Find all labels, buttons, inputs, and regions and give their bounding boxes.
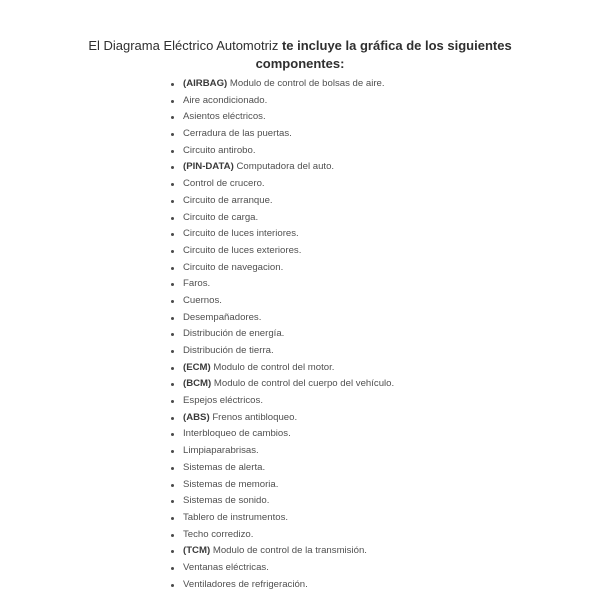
list-item [168,93,394,110]
heading-normal-text: El Diagrama Eléctrico Automotriz [88,38,282,53]
bullet-icon [171,417,174,420]
bullet-icon [171,217,174,220]
item-text: Cuernos. [183,294,222,306]
item-text: Distribución de energía. [183,328,285,340]
list-item [168,159,394,176]
item-abbreviation: (PIN-DATA) [183,161,234,173]
item-text: Limpiaparabrisas. [183,445,259,457]
list-item [168,226,394,243]
item-text: Frenos antibloqueo. [209,411,298,423]
item-abbreviation: (ECM) [183,361,211,373]
list-item [168,210,394,227]
list-item [168,393,394,410]
item-text: Ventanas eléctricas. [183,561,269,573]
list-item [168,310,394,327]
list-item [168,176,394,193]
item-abbreviation: (TCM) [183,545,211,557]
bullet-icon [171,150,174,153]
list-item [168,577,394,594]
item-text: Circuito de arranque. [183,194,273,206]
item-text: Sistemas de sonido. [183,495,270,507]
bullet-icon [171,484,174,487]
item-text: Cerradura de las puertas. [183,128,292,140]
item-text: Sistemas de memoria. [183,478,279,490]
bullet-icon [171,267,174,270]
item-text: Faros. [183,278,211,290]
bullet-icon [171,166,174,169]
bullet-icon [171,550,174,553]
item-text: Interbloqueo de cambios. [183,428,291,440]
bullet-icon [171,300,174,303]
item-text: Distribución de tierra. [183,345,274,356]
item-text: Circuito antirobo. [183,144,256,156]
list-item [168,326,394,343]
bullet-icon [171,467,174,470]
bullet-icon [171,383,174,386]
item-text: Circuito de luces interiores. [183,228,299,240]
list-item [168,510,394,527]
list-item [168,527,394,544]
item-text: Circuito de luces exteriores. [183,244,302,256]
list-item [168,426,394,443]
list-item [168,560,394,577]
bullet-icon [171,233,174,236]
list-item [168,493,394,510]
item-text: Techo corredizo. [183,528,254,540]
bullet-icon [171,350,174,353]
bullet-icon [171,400,174,403]
item-text: Modulo de control del cuerpo del vehículo. [211,378,395,390]
list-item [168,193,394,210]
heading-bold-text: te incluye la gráfica de los siguientes componentes: [255,38,512,71]
bullet-icon [171,333,174,336]
list-item [168,276,394,293]
item-abbreviation: (BCM) [183,378,212,390]
list-item [168,293,394,310]
item-text: Sistemas de alerta. [183,461,266,473]
list-item [168,543,394,560]
bullet-icon [171,567,174,570]
item-text: Control de crucero. [183,178,265,190]
bullet-icon [171,183,174,186]
item-text: Circuito de navegacion. [183,261,284,273]
bullet-icon [171,283,174,286]
item-abbreviation: (ABS) [183,411,210,423]
list-item [168,109,394,126]
bullet-icon [171,433,174,436]
list-item [168,76,394,93]
component-list [168,76,394,593]
bullet-icon [171,584,174,587]
item-text: Computadora del auto. [233,161,335,173]
bullet-icon [171,517,174,520]
bullet-icon [171,250,174,253]
item-abbreviation: (AIRBAG) [183,78,228,89]
list-item [168,126,394,143]
list-item [168,443,394,460]
item-text: Asientos eléctricos. [183,111,266,123]
list-item [168,243,394,260]
bullet-icon [171,133,174,136]
bullet-icon [171,534,174,537]
bullet-icon [171,200,174,203]
list-item [168,460,394,477]
list-item [168,376,394,393]
item-text: Aire acondicionado. [183,94,268,106]
list-item [168,143,394,160]
item-text: Espejos eléctricos. [183,395,263,407]
item-text: Ventiladores de refrigeración. [183,578,308,590]
list-item [168,343,394,360]
item-text: Modulo de control de la transmisión. [210,545,367,557]
bullet-icon [171,83,174,86]
item-text: Circuito de carga. [183,211,259,223]
item-text: Modulo de control de bolsas de aire. [227,78,385,89]
item-text: Desempañadores. [183,311,262,323]
bullet-icon [171,100,174,103]
bullet-icon [171,317,174,320]
list-item [168,410,394,427]
item-text: Tablero de instrumentos. [183,511,289,523]
bullet-icon [171,500,174,503]
list-item [168,477,394,494]
bullet-icon [171,367,174,370]
bullet-icon [171,116,174,119]
list-item [168,260,394,277]
bullet-icon [171,450,174,453]
list-item [168,360,394,377]
item-text: Modulo de control del motor. [210,361,335,373]
page-heading [60,37,540,73]
